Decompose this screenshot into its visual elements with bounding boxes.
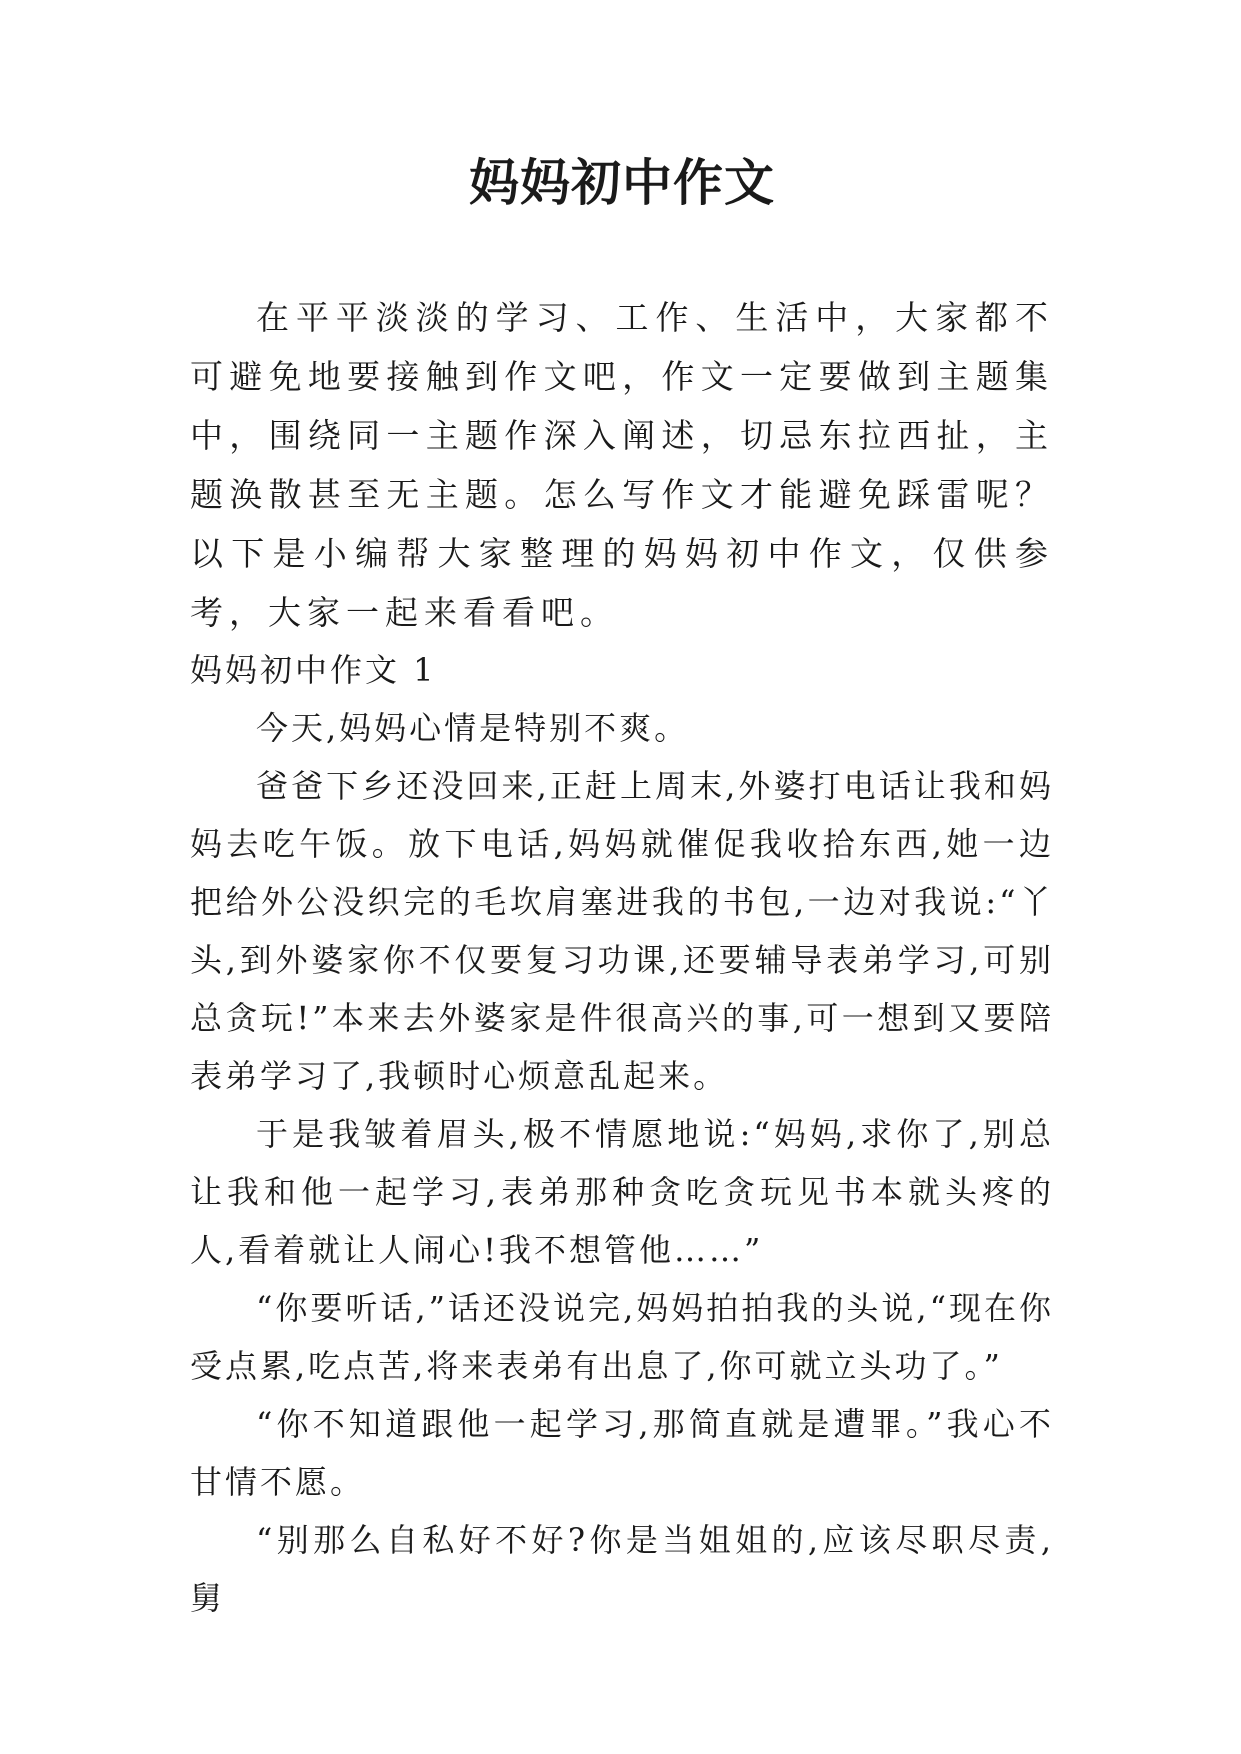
body-paragraph: “你不知道跟他一起学习,那简直就是遭罪。”我心不甘情不愿。 xyxy=(190,1405,1054,1501)
document-title: 妈妈初中作文 xyxy=(469,153,775,212)
essay-body xyxy=(190,641,1054,1627)
body-paragraph: 于是我皱着眉头,极不情愿地说:“妈妈,求你了,别总让我和他一起学习,表弟那种贪吃贪玩见书本就头疼的人,看着就让人闹心!我不想管他……” xyxy=(190,1115,1054,1269)
intro-paragraph: 在平平淡淡的学习、工作、生活中，大家都不可避免地要接触到作文吧，作文一定要做到主题集中，围绕同一主题作深入阐述，切忌东拉西扯，主题涣散甚至无主题。怎么写作文才能避免踩雷呢？以下是小编帮大家整理的妈妈初中作文，仅供参考，大家一起来看看吧。 xyxy=(190,298,1054,632)
body-paragraph: 今天,妈妈心情是特别不爽。 xyxy=(256,709,690,747)
body-paragraph: “你要听话,”话还没说完,妈妈拍拍我的头说,“现在你受点累,吃点苦,将来表弟有出息了,你可就立头功了。” xyxy=(190,1289,1054,1385)
body-paragraph: “别那么自私好不好?你是当姐姐的,应该尽职尽责,舅 xyxy=(190,1521,1054,1617)
body-paragraph: 爸爸下乡还没回来,正赶上周末,外婆打电话让我和妈妈去吃午饭。放下电话,妈妈就催促我收拾东西,她一边把给外公没织完的毛坎肩塞进我的书包,一边对我说:“丫头,到外婆家你不仅要复习功课,还要辅导表弟学习,可别总贪玩!”本来去外婆家是件很高兴的事,可一想到又要陪表弟学习了,我顿时心烦意乱起来。 xyxy=(190,767,1054,1095)
section-heading: 妈妈初中作文 1 xyxy=(190,651,437,689)
